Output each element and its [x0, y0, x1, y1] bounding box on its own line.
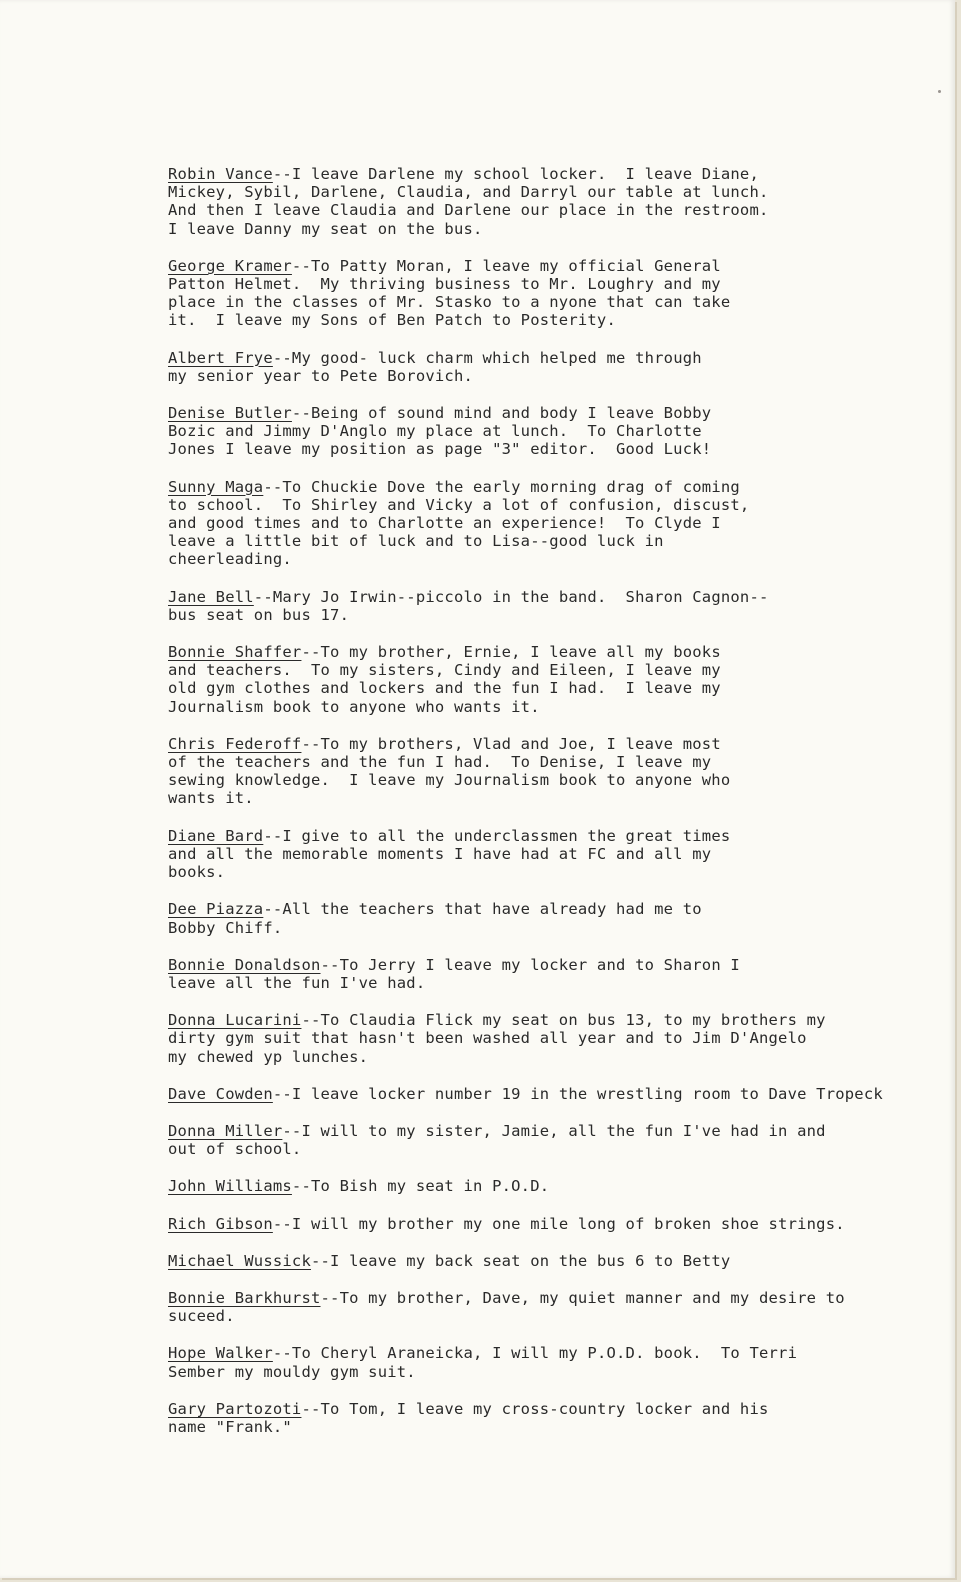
entry-text: --To Jerry I leave my locker and to Sharon I leave all the fun I've had. — [168, 955, 740, 992]
entry-name: Hope Walker — [168, 1344, 273, 1363]
entry-name: Robin Vance — [168, 165, 273, 183]
entry — [168, 1177, 888, 1195]
entry-name: Sunny Maga — [168, 477, 264, 496]
entry — [168, 257, 888, 330]
entry — [168, 1215, 888, 1233]
entry-text: --To my brother, Ernie, I leave all my books and teachers. To my sisters, Cindy and Eileen, I leave my old gym clothes and lockers and the fun I had. I leave my Journalism book to anyone who wants it. — [168, 643, 721, 716]
entry-name: Gary Partozoti — [168, 1399, 302, 1418]
entry-name: Donna Miller — [168, 1121, 283, 1140]
entry — [168, 404, 888, 459]
entry — [168, 900, 888, 936]
entry-name: George Kramer — [168, 256, 292, 275]
entry-text: --All the teachers that have already had me to Bobby Chiff. — [168, 900, 702, 937]
entry-name: Bonnie Barkhurst — [168, 1288, 321, 1307]
entry-name: Dee Piazza — [168, 900, 264, 919]
entry-text: --My good- luck charm which helped me through my senior year to Pete Borovich. — [168, 348, 702, 385]
entry — [168, 827, 888, 882]
entry — [168, 349, 888, 385]
entry-name: John Williams — [168, 1177, 292, 1196]
entry-text: --To my brother, Dave, my quiet manner and my desire to suceed. — [168, 1288, 845, 1326]
entry — [168, 1085, 888, 1103]
entry-name: Donna Lucarini — [168, 1011, 302, 1030]
entry — [168, 1122, 888, 1158]
entry — [168, 478, 888, 569]
entry-name: Michael Wussick — [168, 1251, 311, 1270]
paper-speck — [938, 90, 941, 93]
entry-name: Chris Federoff — [168, 734, 302, 753]
entry-name: Diane Bard — [168, 826, 264, 845]
entry-name: Bonnie Shaffer — [168, 643, 302, 662]
entry-text: --I will to my sister, Jamie, all the fun I've had in and out of school. — [168, 1121, 826, 1159]
entry — [168, 1011, 888, 1066]
entry-text: --I leave locker number 19 in the wrestling room to Dave Tropeck — [272, 1084, 883, 1103]
entry-name: Albert Frye — [168, 348, 273, 367]
entry — [168, 1252, 888, 1270]
entry-text: --I leave Darlene my school locker. I leave Diane, Mickey, Sybil, Darlene, Claudia, and Darryl our table at lunch. And then I leave Claudia and Darlene our place in the restroom. I leave Danny my seat on the bus. — [168, 165, 769, 238]
entry-text: --To my brothers, Vlad and Joe, I leave most of the teachers and the fun I had. To Denise, I leave my sewing knowledge. I leave my Journalism book to anyone who wants it. — [168, 734, 731, 808]
entry-name: Rich Gibson — [168, 1214, 273, 1233]
entry-name: Jane Bell — [168, 587, 254, 606]
entry — [168, 956, 888, 992]
will-entries — [168, 165, 888, 1436]
entry — [168, 1289, 888, 1325]
entry — [168, 1400, 888, 1436]
entry-text: --To Claudia Flick my seat on bus 13, to my brothers my dirty gym suit that hasn't been washed all year and to Jim D'Angelo my chewed yp lunches. — [168, 1011, 826, 1066]
entry-text: --To Chuckie Dove the early morning drag of coming to school. To Shirley and Vicky a lot of confusion, discust, and good times and to Charlotte an experience! To Clyde I leave a little bit of luck and to Lisa--good luck in cheerleading. — [168, 477, 750, 569]
entry-text: --I will my brother my one mile long of broken shoe strings. — [272, 1214, 845, 1233]
entry — [168, 735, 888, 808]
entry-name: Dave Cowden — [168, 1084, 273, 1103]
entry-text: --To Bish my seat in P.O.D. — [291, 1177, 550, 1196]
entry-name: Denise Butler — [168, 404, 292, 423]
entry-text: --Mary Jo Irwin--piccolo in the band. Sharon Cagnon-- bus seat on bus 17. — [168, 587, 769, 624]
entry-text: --To Patty Moran, I leave my official General Patton Helmet. My thriving business to Mr. Loughry and my place in the classes of Mr. Stasko to a nyone that can take it. I leave my Sons of Ben Patch to Posterity. — [168, 256, 731, 330]
entry-name: Bonnie Donaldson — [168, 955, 321, 974]
entry-text: --To Cheryl Araneicka, I will my P.O.D. book. To Terri Sember my mouldy gym suit. — [168, 1344, 798, 1381]
entry — [168, 1344, 888, 1380]
entry — [168, 165, 888, 238]
entry-text: --I give to all the underclassmen the great times and all the memorable moments I have had at FC and all my books. — [168, 826, 731, 882]
entry — [168, 588, 888, 624]
entry-text: --To Tom, I leave my cross-country locker and his name "Frank." — [168, 1399, 769, 1436]
entry-text: --I leave my back seat on the bus 6 to Betty — [310, 1251, 731, 1270]
entry — [168, 643, 888, 716]
entry-text: --Being of sound mind and body I leave Bobby Bozic and Jimmy D'Anglo my place at lunch. To Charlotte Jones I leave my position as page "3" editor. Good Luck! — [168, 404, 712, 459]
